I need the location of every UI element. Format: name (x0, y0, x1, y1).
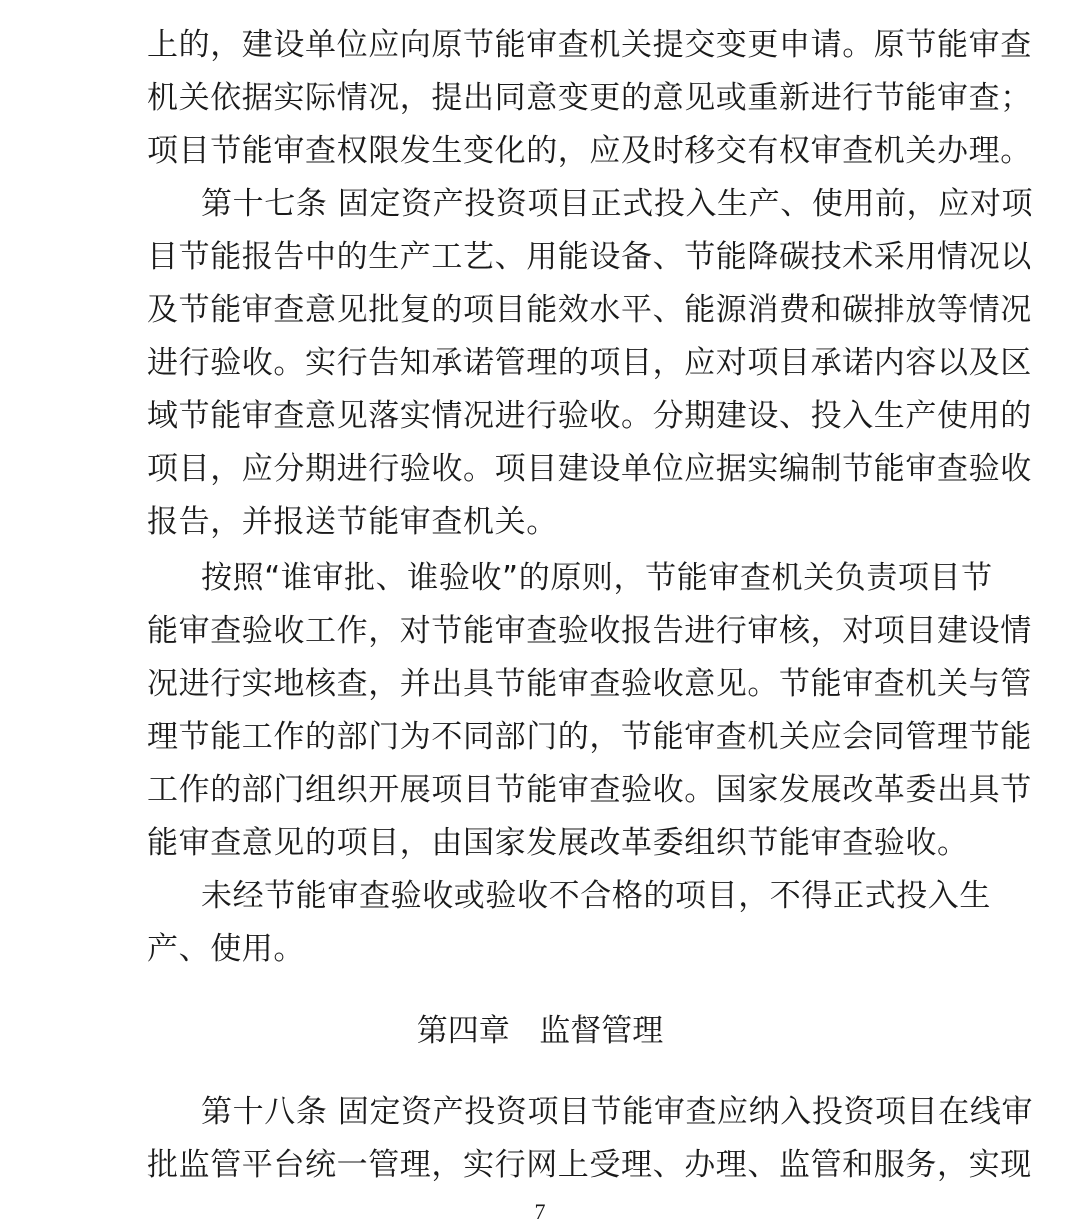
text-line: 机关依据实际情况，提出同意变更的意见或重新进行节能审查； (147, 80, 1032, 116)
text-line: 上的，建设单位应向原节能审查机关提交变更申请。原节能审查 (147, 27, 1032, 63)
article-17-first-line: 第十七条 固定资产投资项目正式投入生产、使用前，应对项 (201, 186, 1034, 222)
text-line: 及节能审查意见批复的项目能效水平、能源消费和碳排放等情况 (147, 292, 1032, 328)
text-line: 产、使用。 (147, 931, 305, 967)
text-line: 报告，并报送节能审查机关。 (147, 504, 558, 540)
text-line: 批监管平台统一管理，实行网上受理、办理、监管和服务，实现 (147, 1147, 1032, 1183)
paragraph-first-line: 未经节能审查验收或验收不合格的项目，不得正式投入生 (201, 878, 991, 914)
text-line: 项目，应分期进行验收。项目建设单位应据实编制节能审查验收 (147, 451, 1032, 487)
text-line: 目节能报告中的生产工艺、用能设备、节能降碳技术采用情况以 (147, 239, 1032, 275)
text-line: 进行验收。实行告知承诺管理的项目，应对项目承诺内容以及区 (147, 345, 1032, 381)
text-line: 理节能工作的部门为不同部门的，节能审查机关应会同管理节能 (147, 719, 1032, 755)
article-18-first-line: 第十八条 固定资产投资项目节能审查应纳入投资项目在线审 (201, 1094, 1034, 1130)
text-line: 域节能审查意见落实情况进行验收。分期建设、投入生产使用的 (147, 398, 1032, 434)
text-line: 能审查验收工作，对节能审查验收报告进行审核，对项目建设情 (147, 613, 1032, 649)
text-line: 况进行实地核查，并出具节能审查验收意见。节能审查机关与管 (147, 666, 1032, 702)
text-line: 工作的部门组织开展项目节能审查验收。国家发展改革委出具节 (147, 772, 1032, 808)
text-line: 能审查意见的项目，由国家发展改革委组织节能审查验收。 (147, 825, 969, 861)
page-number: 7 (534, 1199, 546, 1224)
chapter-heading: 第四章 监督管理 (416, 1013, 664, 1049)
paragraph-first-line: 按照“谁审批、谁验收”的原则，节能审查机关负责项目节 (201, 560, 993, 596)
text-line: 项目节能审查权限发生变化的，应及时移交有权审查机关办理。 (147, 133, 1032, 169)
